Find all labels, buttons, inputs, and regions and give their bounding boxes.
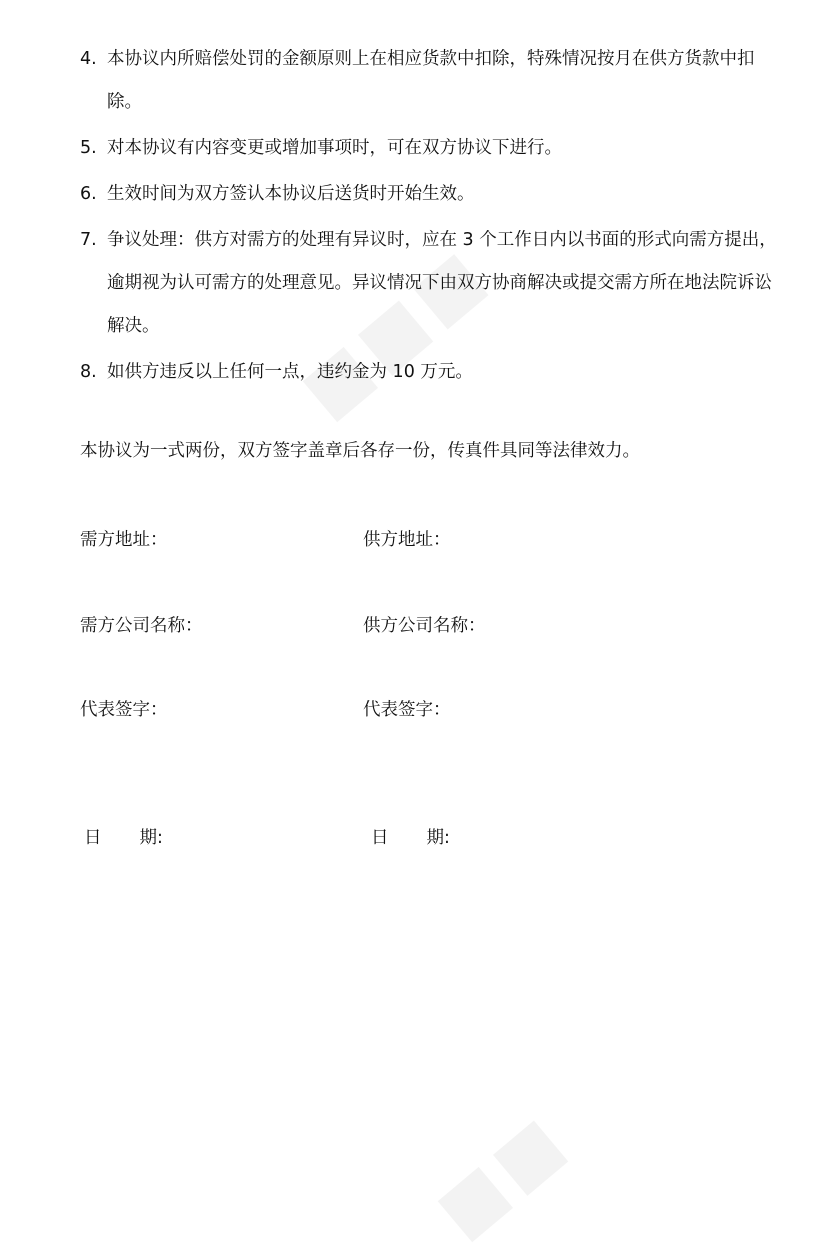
clause-number: 7. — [80, 230, 97, 250]
closing-statement: 本协议为一式两份，双方签字盖章后各存一份，传真件具同等法律效力。 — [80, 441, 640, 461]
clause-number: 4. — [80, 49, 97, 69]
date-char-period: 期: — [139, 828, 163, 848]
clause-8 — [80, 351, 780, 394]
clause-text: 争议处理：供方对需方的处理有异议时，应在 3 个工作日内以书面的形式向需方提出，逾期视为认可需方的处理意见。异议情况下由双方协商解决或提交需方所在地法院诉讼解决。 — [107, 230, 777, 336]
buyer-date-label — [84, 826, 163, 850]
supplier-address-label: 供方地址： — [363, 530, 451, 550]
clause-text: 如供方违反以上任何一点，违约金为 10 万元。 — [107, 362, 473, 382]
buyer-company-label: 需方公司名称： — [80, 616, 203, 636]
clause-text: 本协议内所赔偿处罚的金额原则上在相应货款中扣除，特殊情况按月在供方货款中扣除。 — [107, 49, 755, 112]
buyer-address-label: 需方地址： — [80, 530, 168, 550]
clause-list — [80, 38, 780, 397]
clause-number: 5. — [80, 138, 97, 158]
clause-number: 6. — [80, 184, 97, 204]
clause-text: 对本协议有内容变更或增加事项时，可在双方协议下进行。 — [107, 138, 562, 158]
clause-6 — [80, 173, 780, 216]
supplier-company-label: 供方公司名称： — [363, 616, 486, 636]
clause-7 — [80, 219, 780, 348]
date-char-day: 日 — [371, 828, 389, 848]
clause-5 — [80, 127, 780, 170]
clause-number: 8. — [80, 362, 97, 382]
clause-4 — [80, 38, 780, 124]
date-char-day: 日 — [84, 828, 102, 848]
watermark-bottom — [420, 1097, 583, 1253]
clause-text: 生效时间为双方签认本协议后送货时开始生效。 — [107, 184, 475, 204]
supplier-signature-label: 代表签字： — [363, 700, 451, 720]
buyer-signature-label: 代表签字： — [80, 700, 168, 720]
supplier-date-label — [371, 826, 450, 850]
date-char-period: 期: — [426, 828, 450, 848]
